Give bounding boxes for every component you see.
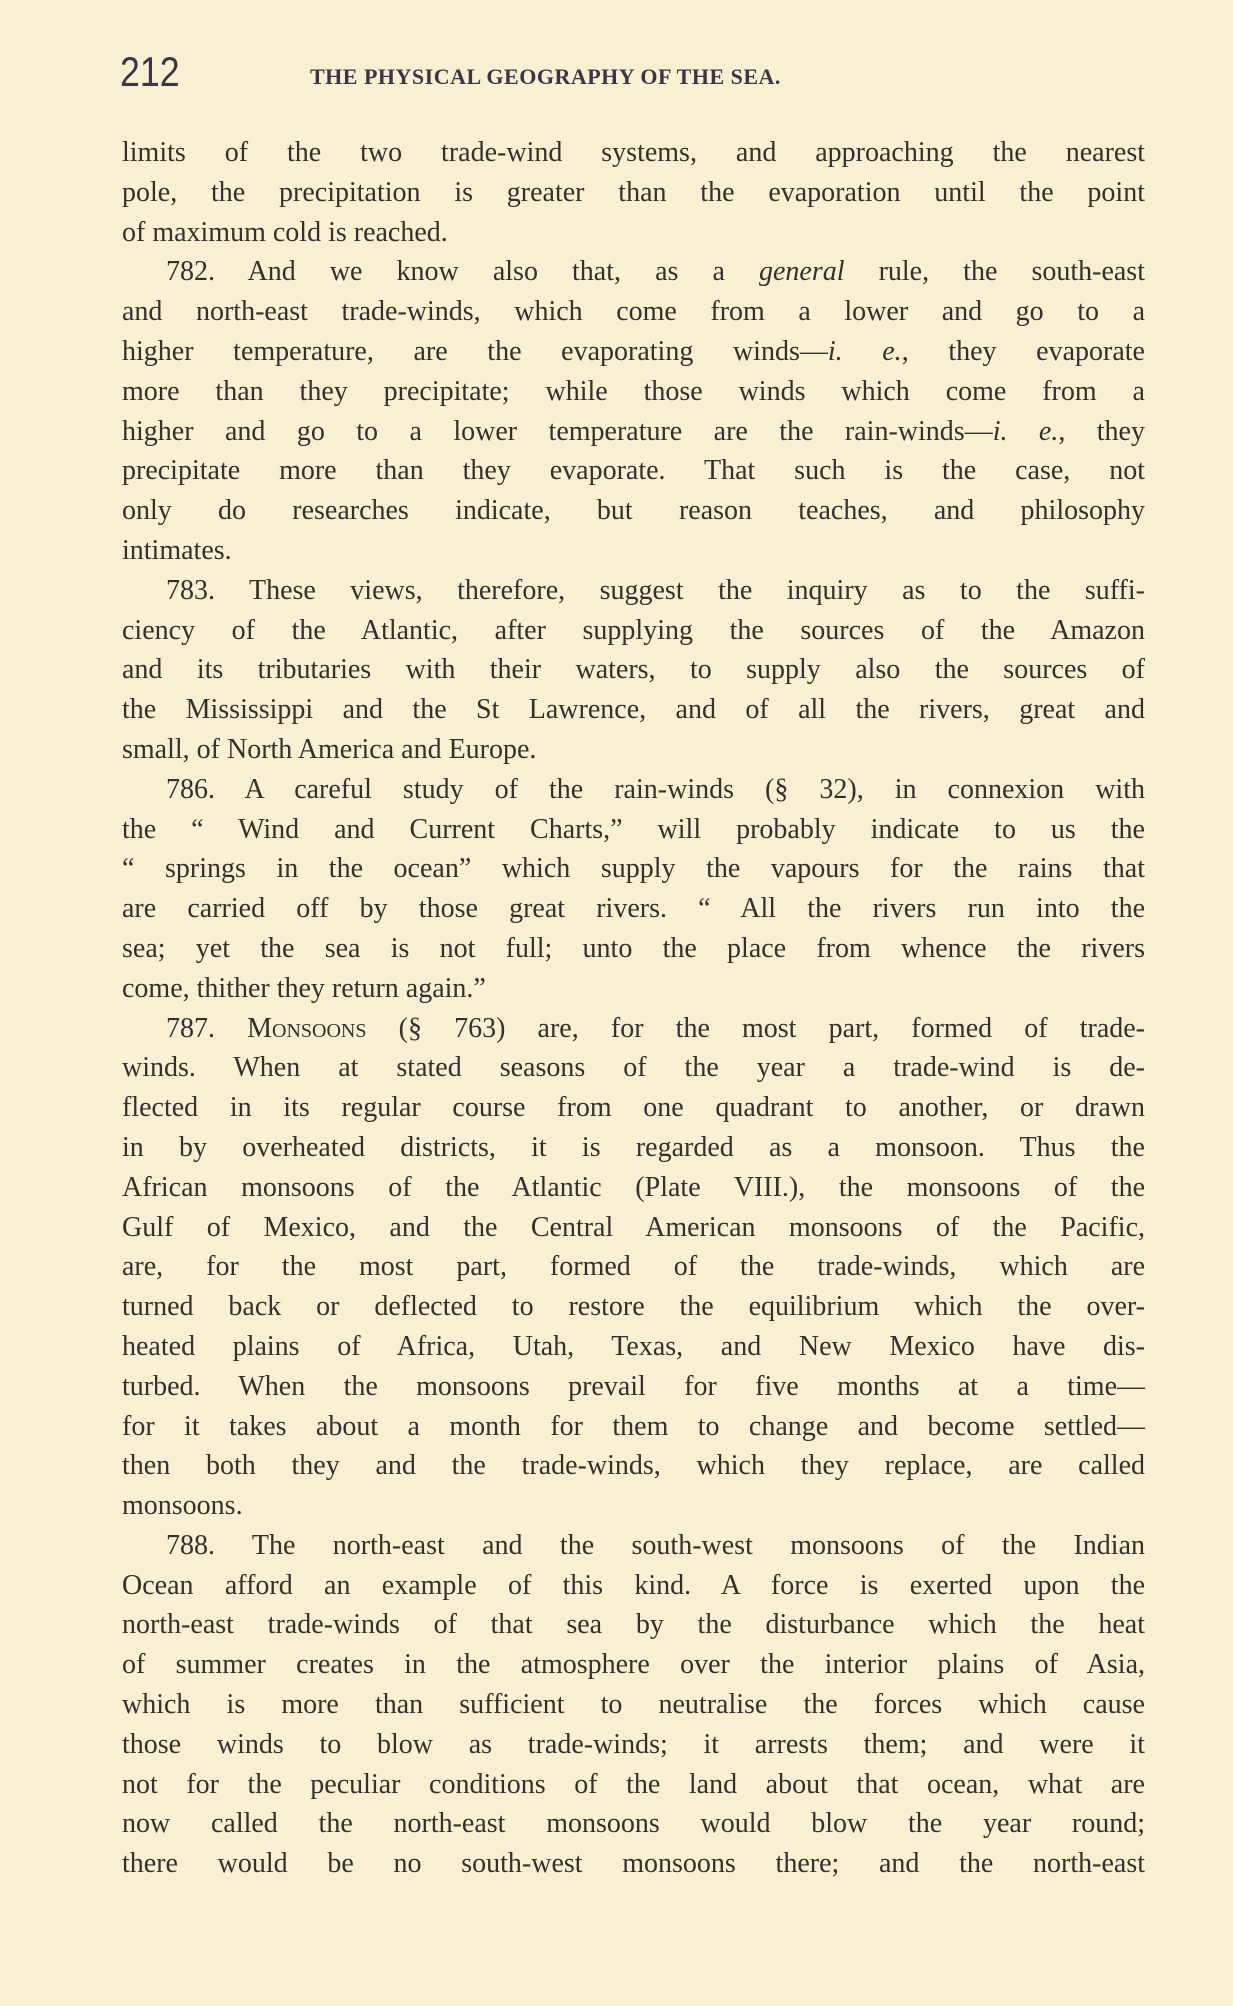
text-segment: 783. These views, therefore, suggest the inquiry as to the suffi- bbox=[166, 574, 1145, 606]
text-segment: rule, the south-east bbox=[844, 256, 1145, 288]
text-line bbox=[122, 730, 1145, 770]
text-line bbox=[122, 889, 1145, 929]
text-segment: sea; yet the sea is not full; unto the place from whence the rivers bbox=[122, 932, 1145, 964]
text-segment: in by overheated districts, it is regarded as a monsoon. Thus the bbox=[122, 1131, 1145, 1163]
text-line bbox=[122, 1048, 1145, 1088]
text-segment: Ocean afford an example of this kind. A force is exerted upon the bbox=[122, 1569, 1145, 1601]
text-line bbox=[122, 1804, 1145, 1844]
text-segment: more than they precipitate; while those winds which come from a bbox=[122, 375, 1145, 407]
text-segment: and its tributaries with their waters, to supply also the sources of bbox=[122, 654, 1145, 686]
running-header bbox=[120, 48, 1150, 98]
text-segment: , they bbox=[1058, 415, 1145, 447]
text-line bbox=[122, 292, 1145, 332]
text-segment: 782. And we know also that, as a bbox=[166, 256, 759, 288]
italic-text: general bbox=[758, 256, 845, 288]
text-segment: heated plains of Africa, Utah, Texas, and New Mexico have dis- bbox=[122, 1330, 1145, 1362]
text-segment: are carried off by those great rivers. “ All the rivers run into the bbox=[122, 893, 1145, 925]
text-line bbox=[122, 849, 1145, 889]
text-line bbox=[122, 571, 1145, 611]
text-segment: not for the peculiar conditions of the land about that ocean, what are bbox=[122, 1768, 1145, 1800]
small-caps-text: Monsoons bbox=[247, 1012, 367, 1044]
text-segment: winds. When at stated seasons of the year a trade-wind is de- bbox=[122, 1052, 1145, 1084]
text-segment: which is more than sufficient to neutralise the forces which cause bbox=[122, 1689, 1145, 1721]
text-segment: monsoons. bbox=[122, 1490, 243, 1522]
text-line bbox=[122, 1725, 1145, 1765]
text-segment: African monsoons of the Atlantic (Plate VIII.), the monsoons of the bbox=[122, 1171, 1145, 1203]
text-line bbox=[122, 1685, 1145, 1725]
text-line bbox=[122, 1486, 1145, 1526]
text-line bbox=[122, 213, 1145, 253]
text-segment: there would be no south-west monsoons there; and the north-east bbox=[122, 1848, 1145, 1880]
text-segment: 787. bbox=[166, 1012, 248, 1044]
text-line bbox=[122, 690, 1145, 730]
text-segment: turbed. When the monsoons prevail for five months at a time— bbox=[122, 1370, 1145, 1402]
text-segment: for it takes about a month for them to change and become settled— bbox=[122, 1410, 1145, 1442]
text-line bbox=[122, 1526, 1145, 1566]
text-segment: (§ 763) are, for the most part, formed of trade- bbox=[366, 1012, 1145, 1044]
text-line bbox=[122, 1009, 1145, 1049]
text-line bbox=[122, 1407, 1145, 1447]
text-segment: , they evaporate bbox=[901, 335, 1145, 367]
text-segment: the Mississippi and the St Lawrence, and of all the rivers, great and bbox=[122, 694, 1145, 726]
text-segment: ciency of the Atlantic, after supplying the sources of the Amazon bbox=[122, 614, 1145, 646]
text-segment: and north-east trade-winds, which come from a lower and go to a bbox=[122, 296, 1145, 328]
text-line bbox=[122, 372, 1145, 412]
text-line bbox=[122, 810, 1145, 850]
text-segment: small, of North America and Europe. bbox=[122, 733, 537, 765]
text-segment: higher and go to a lower temperature are the rain-winds— bbox=[122, 415, 993, 447]
text-segment: are, for the most part, formed of the trade-winds, which are bbox=[122, 1251, 1145, 1283]
text-line bbox=[122, 332, 1145, 372]
text-line bbox=[122, 451, 1145, 491]
text-segment: Gulf of Mexico, and the Central American monsoons of the Pacific, bbox=[122, 1211, 1145, 1243]
text-segment: 788. The north-east and the south-west monsoons of the Indian bbox=[166, 1529, 1145, 1561]
text-line bbox=[122, 1088, 1145, 1128]
text-line bbox=[122, 650, 1145, 690]
text-segment: the “ Wind and Current Charts,” will probably indicate to us the bbox=[122, 813, 1145, 845]
text-line bbox=[122, 531, 1145, 571]
text-segment: then both they and the trade-winds, which they replace, are called bbox=[122, 1450, 1145, 1482]
text-line bbox=[122, 412, 1145, 452]
text-segment: those winds to blow as trade-winds; it arrests them; and were it bbox=[122, 1728, 1145, 1760]
text-line bbox=[122, 1208, 1145, 1248]
text-line bbox=[122, 1765, 1145, 1805]
text-line bbox=[122, 1327, 1145, 1367]
running-title: THE PHYSICAL GEOGRAPHY OF THE SEA. bbox=[310, 64, 781, 89]
text-line bbox=[122, 1367, 1145, 1407]
text-segment: now called the north-east monsoons would blow the year round; bbox=[122, 1808, 1145, 1840]
text-segment: only do researches indicate, but reason teaches, and philosophy bbox=[122, 495, 1145, 527]
text-segment: intimates. bbox=[122, 534, 232, 566]
text-line bbox=[122, 1128, 1145, 1168]
text-line bbox=[122, 1168, 1145, 1208]
text-line bbox=[122, 611, 1145, 651]
text-line bbox=[122, 770, 1145, 810]
text-segment: flected in its regular course from one quadrant to another, or drawn bbox=[122, 1092, 1145, 1124]
text-segment: north-east trade-winds of that sea by the disturbance which the heat bbox=[122, 1609, 1145, 1641]
text-line bbox=[122, 1446, 1145, 1486]
text-segment: of summer creates in the atmosphere over the interior plains of Asia, bbox=[122, 1649, 1145, 1681]
text-line bbox=[122, 1287, 1145, 1327]
text-line bbox=[122, 1605, 1145, 1645]
page-number: 212 bbox=[120, 48, 180, 95]
text-line bbox=[122, 1645, 1145, 1685]
text-segment: turned back or deflected to restore the equilibrium which the over- bbox=[122, 1291, 1145, 1323]
text-line bbox=[122, 1566, 1145, 1606]
text-segment: of maximum cold is reached. bbox=[122, 216, 448, 248]
text-line bbox=[122, 252, 1145, 292]
italic-text: i. e. bbox=[992, 415, 1059, 447]
text-line bbox=[122, 929, 1145, 969]
text-segment: precipitate more than they evaporate. That such is the case, not bbox=[122, 455, 1145, 487]
text-segment: limits of the two trade-wind systems, and approaching the nearest bbox=[122, 137, 1145, 168]
text-line bbox=[122, 491, 1145, 531]
text-line bbox=[122, 133, 1145, 173]
text-segment: 786. A careful study of the rain-winds (§ 32), in connexion with bbox=[166, 773, 1145, 805]
text-segment: come, thither they return again.” bbox=[122, 972, 486, 1004]
text-line bbox=[122, 1247, 1145, 1287]
text-segment: “ springs in the ocean” which supply the vapours for the rains that bbox=[122, 853, 1145, 885]
italic-text: i. e. bbox=[827, 335, 902, 367]
text-line bbox=[122, 969, 1145, 1009]
text-segment: higher temperature, are the evaporating winds— bbox=[122, 335, 828, 367]
text-line bbox=[122, 1844, 1145, 1884]
body-text bbox=[122, 133, 1145, 1884]
text-line bbox=[122, 173, 1145, 213]
text-segment: pole, the precipitation is greater than the evaporation until the point bbox=[122, 176, 1145, 208]
